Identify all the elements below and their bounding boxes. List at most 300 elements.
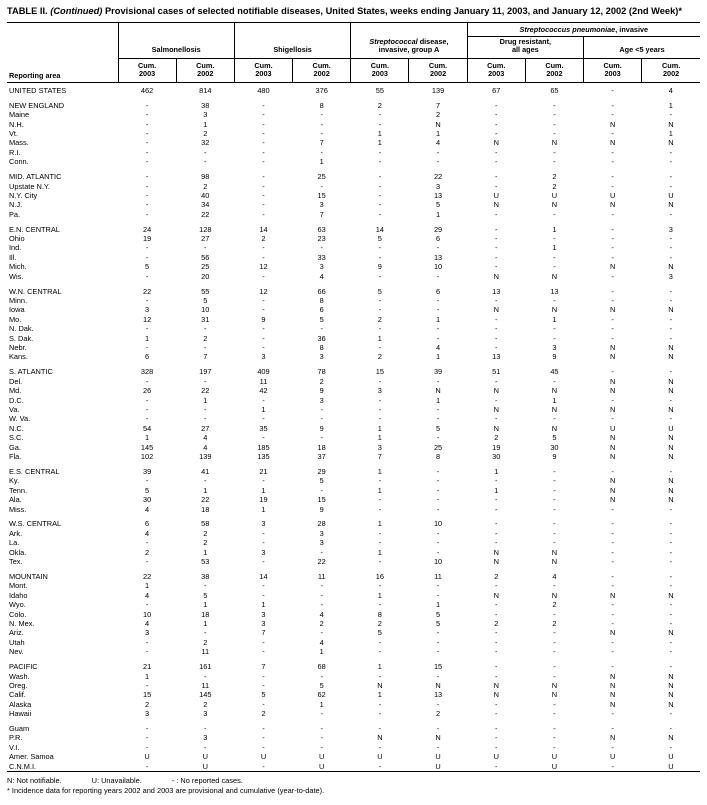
table-row <box>7 452 700 461</box>
value-cell: 2 <box>552 600 557 610</box>
value-cell: 13 <box>492 286 501 296</box>
value-cell: 1 <box>377 485 382 495</box>
value-cell: U <box>493 190 499 200</box>
value-cell: - <box>378 476 382 486</box>
value-cell: N <box>551 680 558 690</box>
value-cell: 8 <box>319 296 324 305</box>
value-cell: 2 <box>203 538 208 548</box>
value-cell: - <box>495 761 498 771</box>
value-cell: - <box>669 324 673 334</box>
value-cell: - <box>378 271 382 281</box>
value-cell: - <box>611 609 614 619</box>
value-cell: - <box>378 252 382 262</box>
value-cell: N <box>609 690 616 700</box>
value-cell: - <box>495 172 498 182</box>
table-row <box>7 424 700 433</box>
value-cell: - <box>436 485 440 495</box>
value-cell: - <box>611 157 614 167</box>
value-cell: 9 <box>377 262 382 272</box>
value-cell: 10 <box>433 519 443 529</box>
table-row <box>7 600 700 609</box>
value-cell: 5 <box>435 619 441 628</box>
value-cell: N <box>493 386 499 396</box>
value-cell: - <box>436 271 440 281</box>
table-row <box>7 405 700 414</box>
drug-resistant-header: Drug resistant, all ages <box>467 36 583 58</box>
value-cell: - <box>495 147 498 157</box>
value-cell: N <box>668 138 674 148</box>
value-cell: 3 <box>319 538 324 548</box>
col-header-age-under5-cum2003: Cum. 2003 <box>584 58 642 82</box>
value-cell: - <box>611 571 614 581</box>
table-row <box>7 690 700 699</box>
value-cell: - <box>145 680 149 690</box>
value-cell: - <box>145 476 149 486</box>
value-cell: 39 <box>433 367 443 377</box>
value-cell: - <box>145 324 149 334</box>
value-cell: 5 <box>319 314 324 324</box>
area-cell: Del. <box>9 376 23 386</box>
value-cell: - <box>320 590 323 600</box>
value-cell: - <box>495 100 498 110</box>
value-cell: - <box>320 243 323 253</box>
value-cell: 1 <box>494 466 499 476</box>
value-cell: - <box>611 547 614 557</box>
legend-no-reported-cases: - : No reported cases. <box>171 776 243 786</box>
value-cell: - <box>436 414 440 424</box>
value-cell: 3 <box>261 352 266 362</box>
value-cell: 5 <box>319 476 324 486</box>
area-cell: Ga. <box>9 442 21 452</box>
value-cell: - <box>669 724 673 734</box>
value-cell: - <box>436 528 440 538</box>
value-cell: N <box>668 433 674 443</box>
value-cell: 2 <box>145 547 150 557</box>
value-cell: - <box>378 504 382 514</box>
value-cell: - <box>611 271 614 281</box>
value-cell: 62 <box>317 690 326 700</box>
value-cell: 462 <box>140 85 154 95</box>
area-cell: Mass. <box>9 138 29 148</box>
value-cell: - <box>320 547 323 557</box>
area-cell: N. Mex. <box>9 619 35 628</box>
value-cell: - <box>611 619 614 628</box>
value-cell: U <box>435 752 441 762</box>
value-cell: 55 <box>201 286 210 296</box>
value-cell: - <box>320 414 323 424</box>
value-cell: 15 <box>375 367 384 377</box>
value-cell: N <box>435 733 441 743</box>
value-cell: N <box>435 119 441 129</box>
value-cell: 1 <box>668 100 673 110</box>
value-cell: - <box>436 628 440 638</box>
value-cell: 1 <box>261 404 266 414</box>
value-cell: 9 <box>319 504 324 514</box>
area-cell: Colo. <box>9 609 27 619</box>
value-cell: 1 <box>319 699 324 709</box>
value-cell: 2 <box>552 172 557 182</box>
value-cell: 45 <box>550 367 559 377</box>
value-cell: 1 <box>377 138 382 148</box>
area-cell: R.I. <box>9 147 21 157</box>
value-cell: - <box>262 538 265 548</box>
value-cell: - <box>436 333 440 343</box>
value-cell: - <box>611 538 614 548</box>
area-cell: Mont. <box>9 581 28 591</box>
value-cell: - <box>669 314 673 324</box>
value-cell: 2 <box>261 234 266 244</box>
value-cell: 2 <box>203 129 208 138</box>
table-row <box>7 638 700 647</box>
value-cell: - <box>669 609 673 619</box>
value-cell: 27 <box>201 234 210 244</box>
value-cell: 1 <box>377 690 382 700</box>
area-cell: W. Va. <box>9 414 31 424</box>
value-cell: N <box>609 262 616 272</box>
value-cell: - <box>378 528 382 538</box>
value-cell: 10 <box>433 262 443 272</box>
area-cell: Oreg. <box>9 680 28 690</box>
value-cell: - <box>204 376 207 386</box>
value-cell: - <box>495 324 498 334</box>
value-cell: - <box>669 547 673 557</box>
value-cell: 1 <box>261 485 266 495</box>
value-cell: 26 <box>142 386 152 396</box>
value-cell: N <box>609 138 616 148</box>
value-cell: - <box>204 343 207 353</box>
table-row <box>7 225 700 234</box>
value-cell: 5 <box>203 590 208 600</box>
value-cell: - <box>611 252 614 262</box>
value-cell: 5 <box>435 423 441 433</box>
value-cell: - <box>378 209 382 219</box>
table-row <box>7 709 700 718</box>
value-cell: - <box>320 181 323 191</box>
area-cell: Ind. <box>9 243 22 253</box>
table-body <box>7 82 700 771</box>
value-cell: - <box>262 671 265 681</box>
value-cell: 30 <box>550 442 559 452</box>
value-cell: - <box>669 619 673 628</box>
value-cell: 4 <box>145 504 150 514</box>
table-row <box>7 396 700 405</box>
value-cell: U <box>609 752 616 762</box>
value-cell: U <box>202 761 208 771</box>
value-cell: 5 <box>377 286 382 296</box>
value-cell: 6 <box>145 352 150 362</box>
value-cell: 19 <box>142 234 152 244</box>
col-header-salmonellosis-cum2003: Cum. 2003 <box>118 58 176 82</box>
value-cell: - <box>378 557 382 567</box>
value-cell: N <box>668 376 674 386</box>
value-cell: - <box>204 324 207 334</box>
value-cell: - <box>669 647 673 657</box>
table-row <box>7 505 700 514</box>
value-cell: - <box>669 557 673 567</box>
value-cell: 8 <box>319 100 324 110</box>
value-cell: - <box>436 547 440 557</box>
table-row <box>7 581 700 590</box>
value-cell: - <box>611 528 614 538</box>
value-cell: U <box>319 752 325 762</box>
value-cell: 139 <box>199 452 212 461</box>
area-cell: S. ATLANTIC <box>9 367 53 377</box>
value-cell: - <box>553 709 556 719</box>
table-row <box>7 433 700 442</box>
value-cell: - <box>669 157 673 167</box>
value-cell: - <box>611 600 614 610</box>
value-cell: - <box>669 147 673 157</box>
value-cell: 2 <box>203 333 208 343</box>
value-cell: 25 <box>317 172 326 182</box>
value-cell: 5 <box>261 690 266 700</box>
value-cell: - <box>553 476 556 486</box>
value-cell: 21 <box>259 466 268 476</box>
value-cell: - <box>145 742 149 752</box>
value-cell: 328 <box>140 367 154 377</box>
value-cell: N <box>609 433 616 443</box>
value-cell: - <box>669 600 673 610</box>
value-cell: N <box>609 476 616 486</box>
age-under5-header: Age <5 years <box>584 36 700 58</box>
value-cell: N <box>551 423 558 433</box>
area-cell: Mich. <box>9 262 27 272</box>
value-cell: 409 <box>257 367 270 377</box>
value-cell: U <box>668 423 674 433</box>
value-cell: 10 <box>201 305 210 315</box>
value-cell: N <box>609 699 616 709</box>
value-cell: 55 <box>375 85 384 95</box>
legend-not-notifiable: N: Not notifiable. <box>7 776 62 786</box>
value-cell: - <box>495 234 498 244</box>
value-cell: - <box>378 637 382 647</box>
value-cell: N <box>668 628 674 638</box>
value-cell: 2 <box>203 699 208 709</box>
area-cell: E.S. CENTRAL <box>9 466 60 476</box>
value-cell: 12 <box>259 286 268 296</box>
value-cell: - <box>495 376 498 386</box>
value-cell: N <box>668 690 674 700</box>
table-row <box>7 619 700 628</box>
table-row <box>7 628 700 637</box>
value-cell: 11 <box>317 571 326 581</box>
value-cell: 3 <box>319 395 324 405</box>
table-row <box>7 752 700 761</box>
value-cell: - <box>553 609 556 619</box>
value-cell: - <box>262 138 265 148</box>
value-cell: - <box>145 557 149 567</box>
value-cell: - <box>436 495 440 505</box>
value-cell: N <box>609 352 616 362</box>
value-cell: 51 <box>492 367 501 377</box>
value-cell: 14 <box>375 224 384 234</box>
table-row <box>7 662 700 671</box>
value-cell: - <box>553 414 556 424</box>
table-row <box>7 343 700 352</box>
value-cell: - <box>262 157 265 167</box>
value-cell: - <box>669 504 673 514</box>
value-cell: 5 <box>145 262 150 272</box>
value-cell: 39 <box>142 466 152 476</box>
table-row <box>7 352 700 361</box>
value-cell: - <box>262 271 265 281</box>
value-cell: 16 <box>375 571 384 581</box>
value-cell: - <box>436 647 440 657</box>
value-cell: - <box>262 110 265 120</box>
value-cell: 2 <box>377 352 382 362</box>
value-cell: 10 <box>433 557 443 567</box>
value-cell: - <box>611 224 614 234</box>
value-cell: - <box>262 190 265 200</box>
col-header-shigellosis-cum2003: Cum. 2003 <box>234 58 292 82</box>
value-cell: - <box>669 367 673 377</box>
value-cell: - <box>262 414 265 424</box>
value-cell: - <box>145 343 149 353</box>
value-cell: - <box>145 733 149 743</box>
value-cell: 3 <box>261 619 266 628</box>
value-cell: - <box>553 528 556 538</box>
value-cell: - <box>669 333 673 343</box>
value-cell: 23 <box>317 234 326 244</box>
value-cell: - <box>669 466 673 476</box>
value-cell: 1 <box>552 314 557 324</box>
table-row <box>7 414 700 423</box>
area-cell: P.R. <box>9 733 23 743</box>
value-cell: - <box>553 628 556 638</box>
area-cell: W.S. CENTRAL <box>9 519 62 529</box>
table-row <box>7 305 700 314</box>
value-cell: 4 <box>203 442 208 452</box>
value-cell: - <box>553 647 556 657</box>
value-cell: - <box>611 414 614 424</box>
value-cell: 12 <box>259 262 268 272</box>
value-cell: 12 <box>142 314 152 324</box>
value-cell: 37 <box>317 452 326 461</box>
value-cell: 480 <box>257 85 270 95</box>
value-cell: 2 <box>319 376 324 386</box>
value-cell: N <box>493 680 499 690</box>
value-cell: 1 <box>203 485 208 495</box>
value-cell: 1 <box>145 671 150 681</box>
value-cell: - <box>204 671 207 681</box>
value-cell: N <box>668 404 674 414</box>
value-cell: - <box>320 600 323 610</box>
value-cell: 36 <box>317 333 326 343</box>
value-cell: 1 <box>261 600 266 610</box>
value-cell: - <box>669 528 673 538</box>
value-cell: - <box>495 110 498 120</box>
value-cell: - <box>262 181 265 191</box>
value-cell: U <box>319 761 325 771</box>
value-cell: - <box>145 296 149 305</box>
value-cell: 2 <box>552 181 557 191</box>
value-cell: 1 <box>435 395 441 405</box>
value-cell: - <box>611 367 614 377</box>
area-cell: Va. <box>9 404 20 414</box>
value-cell: 21 <box>142 662 152 672</box>
value-cell: 38 <box>201 100 210 110</box>
value-cell: N <box>668 495 674 505</box>
value-cell: N <box>551 547 558 557</box>
value-cell: - <box>436 243 440 253</box>
value-cell: - <box>320 724 323 734</box>
table-header <box>7 22 700 82</box>
value-cell: - <box>262 129 265 138</box>
value-cell: 3 <box>203 709 208 719</box>
value-cell: - <box>320 709 323 719</box>
value-cell: - <box>495 637 498 647</box>
value-cell: N <box>668 680 674 690</box>
value-cell: - <box>436 305 440 315</box>
value-cell: - <box>378 671 382 681</box>
value-cell: - <box>145 200 149 210</box>
value-cell: - <box>611 234 614 244</box>
value-cell: 4 <box>435 343 441 353</box>
value-cell: 40 <box>201 190 210 200</box>
value-cell: - <box>553 376 556 386</box>
value-cell: N <box>493 200 499 210</box>
value-cell: - <box>553 495 556 505</box>
value-cell: - <box>320 433 323 443</box>
value-cell: - <box>669 519 673 529</box>
value-cell: - <box>611 662 614 672</box>
value-cell: - <box>145 724 149 734</box>
table-row <box>7 129 700 138</box>
value-cell: - <box>495 538 498 548</box>
value-cell: - <box>553 538 556 548</box>
value-cell: - <box>145 404 149 414</box>
value-cell: - <box>553 699 556 709</box>
area-cell: Alaska <box>9 699 32 709</box>
value-cell: 3 <box>319 262 324 272</box>
value-cell: 42 <box>259 386 268 396</box>
value-cell: N <box>609 495 616 505</box>
value-cell: - <box>669 110 673 120</box>
value-cell: - <box>145 637 149 647</box>
value-cell: 2 <box>552 619 557 628</box>
value-cell: - <box>262 172 265 182</box>
value-cell: 34 <box>201 200 210 210</box>
value-cell: N <box>551 690 558 700</box>
col-header-drug-resistant-cum2002: Cum. 2002 <box>525 58 583 82</box>
value-cell: - <box>378 119 382 129</box>
value-cell: 2 <box>377 100 382 110</box>
table-row <box>7 700 700 709</box>
value-cell: - <box>145 414 149 424</box>
value-cell: N <box>668 590 674 600</box>
value-cell: - <box>378 343 382 353</box>
value-cell: - <box>204 147 207 157</box>
value-cell: 4 <box>145 528 150 538</box>
value-cell: - <box>320 671 323 681</box>
table-row <box>7 557 700 566</box>
col-header-drug-resistant-cum2003: Cum. 2003 <box>467 58 525 82</box>
area-cell: Nev. <box>9 647 24 657</box>
table-row <box>7 200 700 209</box>
value-cell: - <box>611 519 614 529</box>
value-cell: 197 <box>199 367 212 377</box>
value-cell: 145 <box>140 442 154 452</box>
value-cell: 3 <box>203 733 208 743</box>
value-cell: 13 <box>433 690 443 700</box>
value-cell: 9 <box>319 386 324 396</box>
value-cell: - <box>669 181 673 191</box>
value-cell: - <box>495 209 498 219</box>
value-cell: - <box>378 190 382 200</box>
value-cell: N <box>493 271 499 281</box>
value-cell: 22 <box>317 557 326 567</box>
value-cell: 4 <box>319 637 324 647</box>
